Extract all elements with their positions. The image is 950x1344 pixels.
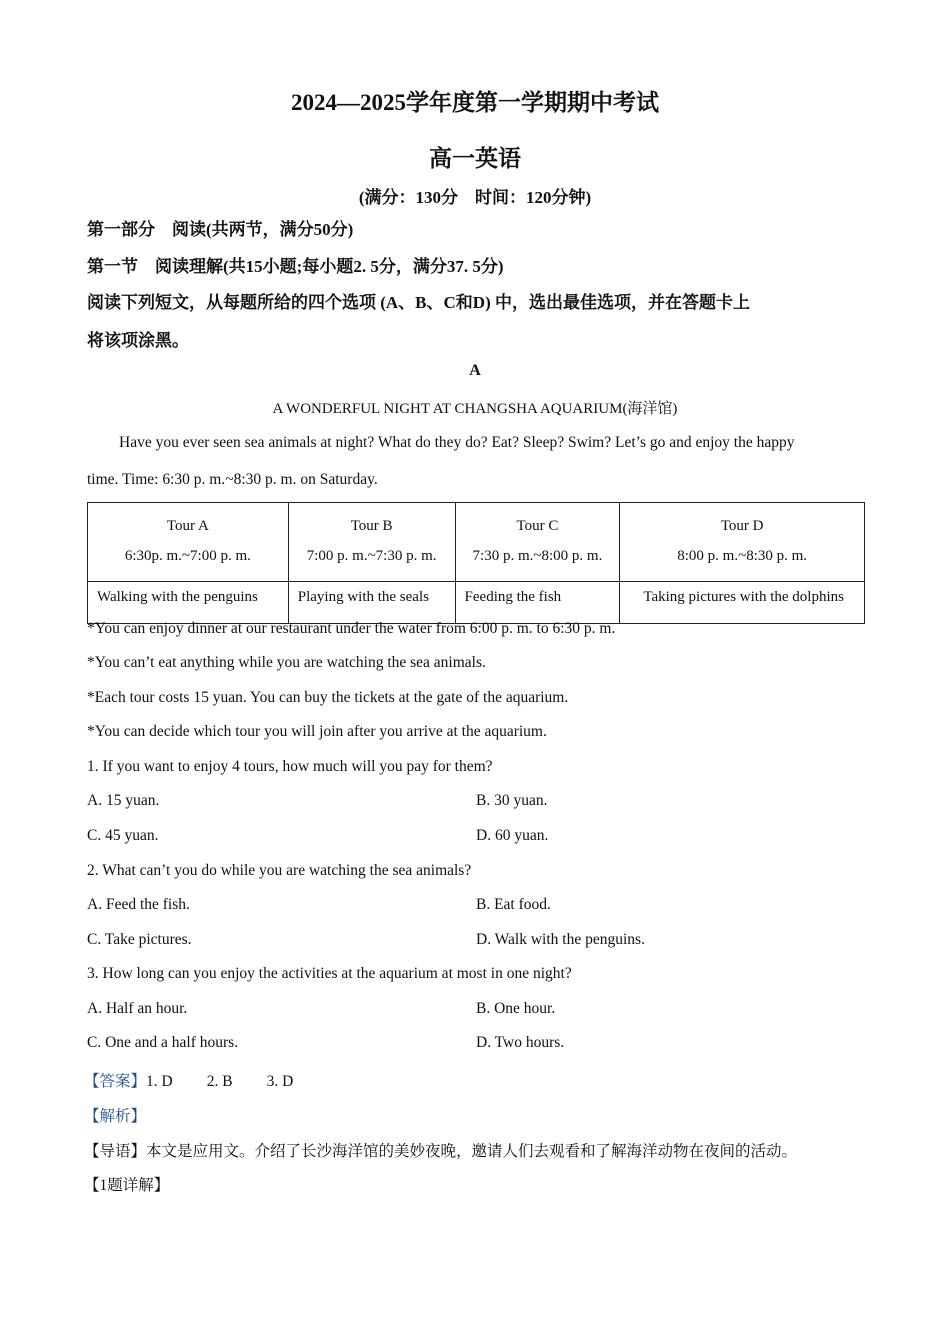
- instruction-line2: 将该项涂黑。: [87, 331, 189, 350]
- option-a: A. Half an hour.: [87, 1000, 188, 1017]
- option-a: A. Feed the fish.: [87, 896, 190, 913]
- answer-3: 3. D: [266, 1073, 294, 1090]
- option-b: B. Eat food.: [476, 896, 551, 913]
- tour-activity: Walking with the penguins: [88, 582, 289, 624]
- note-item: *Each tour costs 15 yuan. You can buy the tickets at the gate of the aquarium.: [87, 689, 569, 706]
- detail-label: 【1题详解】: [84, 1177, 170, 1194]
- tour-time: 7:30 p. m.~8:00 p. m.: [472, 548, 603, 564]
- answer-label: 【答案】: [84, 1073, 147, 1090]
- table-cell-tour-a: [88, 503, 289, 582]
- tours-table: [87, 502, 865, 624]
- note-item: *You can enjoy dinner at our restaurant under the water from 6:00 p. m. to 6:30 p. m.: [87, 620, 616, 637]
- tour-name: Tour D: [720, 518, 764, 534]
- passage-title: A WONDERFUL NIGHT AT CHANGSHA AQUARIUM(海洋馆): [272, 401, 678, 417]
- exam-info: (满分：130分 时间：120分钟): [358, 188, 592, 207]
- option-b: B. One hour.: [476, 1000, 556, 1017]
- tour-name: Tour B: [350, 518, 393, 534]
- guide-text: 【导语】本文是应用文。介绍了长沙海洋馆的美妙夜晚，邀请人们去观看和了解海洋动物在夜间的活动。: [84, 1143, 798, 1160]
- answer-line: [84, 1069, 293, 1091]
- subject-title: 高一英语: [429, 146, 521, 171]
- option-d: D. Walk with the penguins.: [476, 931, 645, 948]
- exam-title: 2024—2025学年度第一学期期中考试: [291, 90, 659, 115]
- option-c: C. Take pictures.: [87, 931, 192, 948]
- table-cell-tour-b: [288, 503, 455, 582]
- part1-heading: 第一部分 阅读(共两节，满分50分): [87, 220, 354, 239]
- option-d: D. Two hours.: [476, 1034, 565, 1051]
- tour-name: Tour A: [166, 518, 209, 534]
- tour-time: 6:30p. m.~7:00 p. m.: [124, 548, 251, 564]
- instruction-line1: 阅读下列短文，从每题所给的四个选项 (A、B、C和D) 中，选出最佳选项，并在答题卡上: [87, 293, 750, 312]
- tour-time: 7:00 p. m.~7:30 p. m.: [306, 548, 437, 564]
- passage-letter: A: [469, 362, 481, 379]
- passage-intro-line1: Have you ever seen sea animals at night? What do they do? Eat? Sleep? Swim? Let’s go and enjoy the happy: [119, 434, 795, 451]
- table-cell-tour-c: [455, 503, 620, 582]
- note-item: *You can’t eat anything while you are watching the sea animals.: [87, 654, 486, 671]
- option-a: A. 15 yuan.: [87, 792, 160, 809]
- analysis-label: 【解析】: [84, 1108, 147, 1125]
- tour-activity: Feeding the fish: [455, 582, 620, 624]
- tour-activity: Taking pictures with the dolphins: [620, 582, 865, 624]
- question-stem: 3. How long can you enjoy the activities at the aquarium at most in one night?: [87, 965, 572, 982]
- note-item: *You can decide which tour you will join after you arrive at the aquarium.: [87, 723, 547, 740]
- table-row: [88, 582, 865, 624]
- option-c: C. One and a half hours.: [87, 1034, 239, 1051]
- option-b: B. 30 yuan.: [476, 792, 548, 809]
- answer-1: 1. D: [146, 1073, 173, 1090]
- tour-time: 8:00 p. m.~8:30 p. m.: [677, 548, 808, 564]
- tour-activity: Playing with the seals: [288, 582, 455, 624]
- question-stem: 2. What can’t you do while you are watching the sea animals?: [87, 862, 472, 879]
- passage-intro-line2: time. Time: 6:30 p. m.~8:30 p. m. on Saturday.: [87, 471, 378, 488]
- question-stem: 1. If you want to enjoy 4 tours, how much will you pay for them?: [87, 758, 493, 775]
- table-cell-tour-d: [620, 503, 865, 582]
- answer-2: 2. B: [206, 1073, 233, 1090]
- tour-name: Tour C: [516, 518, 559, 534]
- section1-heading: 第一节 阅读理解(共15小题;每小题2. 5分，满分37. 5分): [87, 257, 504, 276]
- table-row: [88, 503, 865, 582]
- option-c: C. 45 yuan.: [87, 827, 159, 844]
- option-d: D. 60 yuan.: [476, 827, 549, 844]
